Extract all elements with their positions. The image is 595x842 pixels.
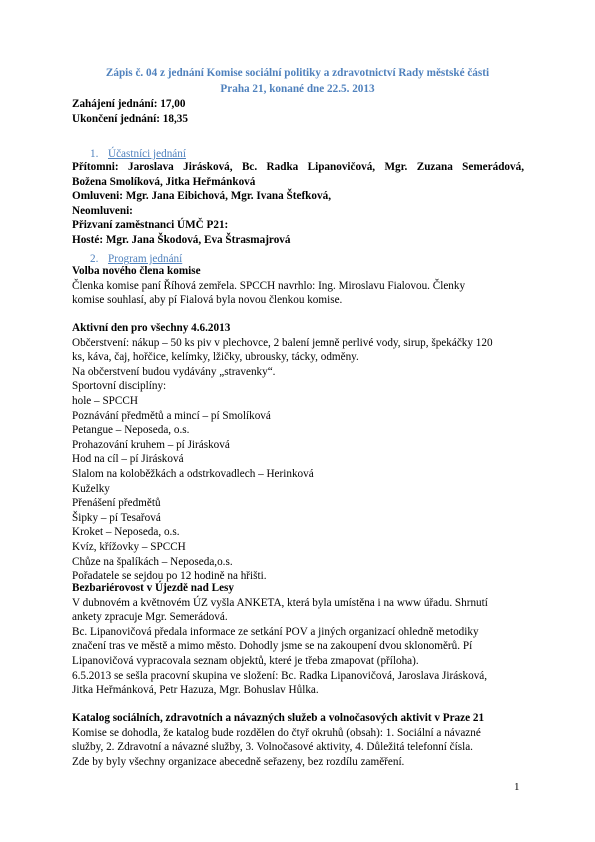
election-line: Členka komise paní Říhová zemřela. SPCCH navrhlo: Ing. Miroslavu Fialovou. Členky bbox=[72, 279, 466, 292]
guests-line: Hosté: Mgr. Jana Škodová, Eva Štrasmajrová bbox=[72, 233, 291, 246]
barrier-free-line: značení tras ve městě a mimo město. Dohodly jsme se na zakoupení dvou sklonoměrů. Pí bbox=[72, 640, 473, 653]
active-day-line: Hod na cíl – pí Jirásková bbox=[72, 453, 184, 466]
barrier-free-line: Jitka Heřmánková, Petr Hazuza, Mgr. Bohuslav Hůlka. bbox=[72, 684, 319, 697]
section-1-heading bbox=[90, 147, 186, 161]
catalog-line: Zde by byly všechny organizace abecedně seřazeny, bez rozdílu zaměření. bbox=[72, 755, 405, 768]
barrier-free-section bbox=[72, 581, 524, 698]
active-day-line: Šipky – pí Tesařová bbox=[72, 511, 161, 524]
meeting-end: Ukončení jednání: 18,35 bbox=[72, 112, 188, 125]
barrier-free-line: V dubnovém a květnovém ÚZ vyšla ANKETA, která byla umístěna i na www úřadu. Shrnutí bbox=[72, 596, 488, 609]
catalog-line: Komise se dohodla, že katalog bude rozdělen do čtyř okruhů (obsah): 1. Sociální a návazné bbox=[72, 726, 481, 739]
section-1-title: Účastníci jednání bbox=[108, 148, 186, 160]
barrier-free-line: ankety zpracuje Mgr. Semerádová. bbox=[72, 611, 228, 624]
active-day-line: Občerstvení: nákup – 50 ks piv v plechovce, 2 balení jemně perlivé vody, sirup, špekáčky 120 bbox=[72, 336, 493, 349]
active-day-line: Prohazování kruhem – pí Jirásková bbox=[72, 438, 230, 451]
barrier-free-title: Bezbariérovost v Újezdě nad Lesy bbox=[72, 582, 234, 594]
meeting-times bbox=[72, 97, 524, 126]
barrier-free-line: 6.5.2013 se sešla pracovní skupina ve složení: Bc. Radka Lipanovičová, Jaroslava Jirásková, bbox=[72, 669, 488, 682]
meeting-start: Zahájení jednání: 17,00 bbox=[72, 98, 186, 110]
election-section bbox=[72, 264, 524, 308]
active-day-line: ks, káva, čaj, hořčice, kelímky, lžičky, ubrousky, tácky, odměny. bbox=[72, 351, 359, 364]
invited-line: Přizvaní zaměstnanci ÚMČ P21: bbox=[72, 219, 229, 232]
present-line-1: Přítomni: Jaroslava Jirásková, Bc. Radka Lipanovičová, Mgr. Zuzana Semerádová, bbox=[72, 161, 524, 173]
active-day-line: Kvíz, křížovky – SPCCH bbox=[72, 540, 186, 553]
election-title: Volba nového člena komise bbox=[72, 265, 201, 277]
active-day-section bbox=[72, 321, 524, 584]
section-2-number: 2. bbox=[90, 253, 99, 265]
catalog-title: Katalog sociálních, zdravotních a návazných služeb a volnočasových aktivit v Praze 21 bbox=[72, 712, 485, 724]
active-day-line: Pořadatele se sejdou po 12 hodině na hřišti. bbox=[72, 570, 267, 583]
election-line: komise souhlasí, aby pí Fialová byla novou členkou komise. bbox=[72, 294, 343, 307]
active-day-line: Kuželky bbox=[72, 482, 110, 495]
participants bbox=[72, 160, 524, 248]
active-day-line: Sportovní disciplíny: bbox=[72, 380, 167, 393]
unexcused-line: Neomluveni: bbox=[72, 204, 133, 217]
present-line-2: Božena Smolíková, Jitka Heřmánková bbox=[72, 175, 256, 188]
active-day-line: Na občerstvení budou vydávány „stravenky“. bbox=[72, 365, 276, 378]
title-line-2: Praha 21, konané dne 22.5. 2013 bbox=[220, 82, 375, 95]
title-line-1: Zápis č. 04 z jednání Komise sociální politiky a zdravotnictví Rady městské části bbox=[105, 67, 490, 79]
catalog-line: služby, 2. Zdravotní a návazné služby, 3. Volnočasové aktivity, 4. Důležitá telefonní čísla. bbox=[72, 741, 473, 754]
active-day-title: Aktivní den pro všechny 4.6.2013 bbox=[72, 322, 231, 334]
active-day-line: hole – SPCCH bbox=[72, 394, 138, 407]
section-2-title: Program jednání bbox=[108, 253, 183, 265]
active-day-line: Poznávání předmětů a mincí – pí Smolíková bbox=[72, 409, 271, 422]
excused-line: Omluveni: Mgr. Jana Eibichová, Mgr. Ivana Štefková, bbox=[72, 190, 331, 203]
barrier-free-line: Bc. Lipanovičová předala informace ze setkání POV a jiných organizací ohledně metodiky bbox=[72, 625, 479, 638]
active-day-line: Chůze na špalíkách – Neposeda,o.s. bbox=[72, 555, 233, 568]
catalog-section bbox=[72, 711, 524, 769]
page-number: 1 bbox=[514, 781, 520, 793]
section-1-number: 1. bbox=[90, 148, 99, 160]
active-day-line: Slalom na koloběžkách a odstrkovadlech – Herinková bbox=[72, 467, 314, 480]
document-title bbox=[72, 66, 523, 97]
active-day-line: Přenášení předmětů bbox=[72, 497, 161, 510]
active-day-line: Kroket – Neposeda, o.s. bbox=[72, 526, 180, 539]
barrier-free-line: Lipanovičová vypracovala seznam objektů, které je třeba zmapovat (příloha). bbox=[72, 654, 419, 667]
active-day-line: Petangue – Neposeda, o.s. bbox=[72, 424, 190, 437]
